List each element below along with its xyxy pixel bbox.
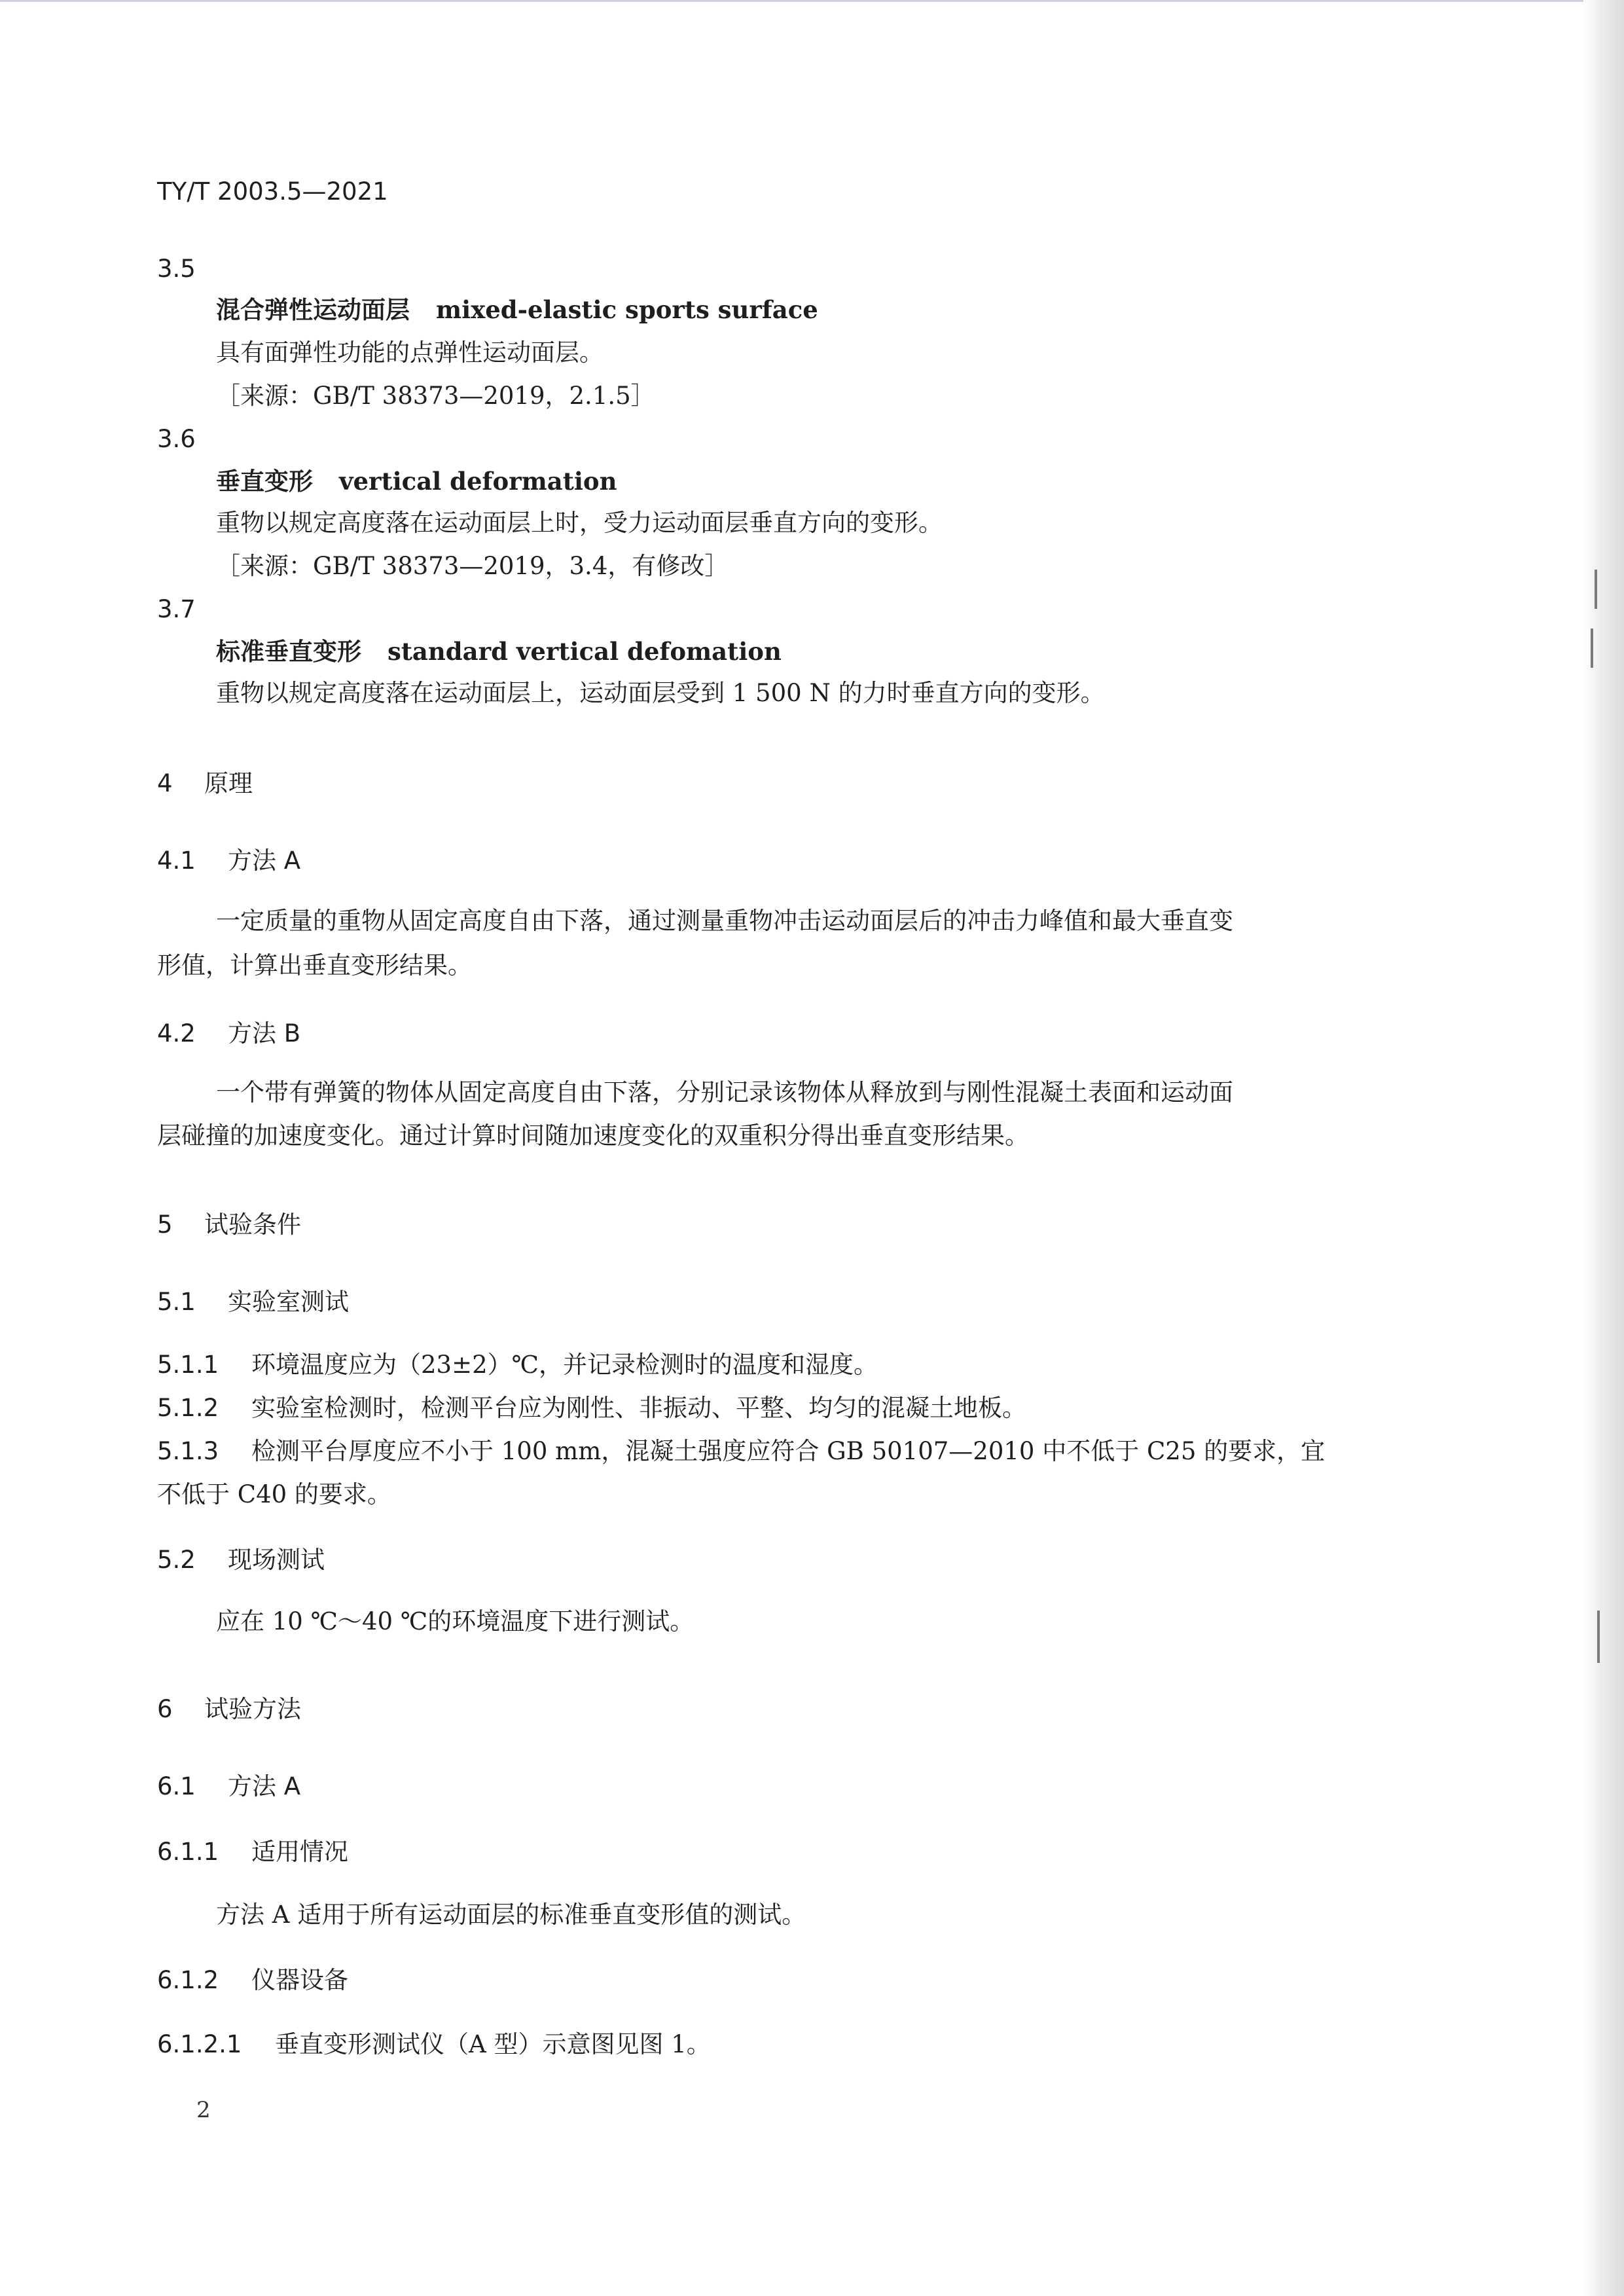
term-number-3-7: 3.7 (157, 595, 196, 623)
paragraph-4-1-line2: 形值，计算出垂直变形结果。 (157, 951, 472, 979)
standard-code: TY/T 2003.5—2021 (157, 177, 388, 206)
scan-mark (1595, 570, 1597, 609)
clause-5-1-3-line2: 不低于 C40 的要求。 (157, 1480, 391, 1508)
paragraph-4-1-line1: 一定质量的重物从固定高度自由下落，通过测量重物冲击运动面层后的冲击力峰值和最大垂直变 (216, 907, 1233, 935)
section-heading-6-1: 6.1 方法 A (157, 1772, 301, 1800)
scan-top-edge (0, 0, 1584, 2)
scan-edge-shadow (1583, 0, 1624, 2296)
section-heading-4-2: 4.2 方法 B (157, 1019, 301, 1048)
term-title-3-5: 混合弹性运动面层 mixed-elastic sports surface (216, 295, 818, 324)
section-heading-5: 5 试验条件 (157, 1211, 301, 1239)
section-heading-6: 6 试验方法 (157, 1695, 301, 1723)
term-definition-3-6: 重物以规定高度落在运动面层上时，受力运动面层垂直方向的变形。 (216, 509, 943, 537)
clause-5-1-1: 5.1.1 环境温度应为（23±2）℃，并记录检测时的温度和湿度。 (157, 1351, 878, 1379)
term-source-3-5: ［来源：GB/T 38373—2019，2.1.5］ (216, 382, 655, 410)
term-definition-3-7: 重物以规定高度落在运动面层上，运动面层受到 1 500 N 的力时垂直方向的变形。 (216, 679, 1105, 707)
paragraph-5-2: 应在 10 ℃～40 ℃的环境温度下进行测试。 (216, 1607, 695, 1635)
section-heading-5-2: 5.2 现场测试 (157, 1546, 325, 1574)
term-number-3-5: 3.5 (157, 255, 196, 283)
clause-5-1-2: 5.1.2 实验室检测时，检测平台应为刚性、非振动、平整、均匀的混凝土地板。 (157, 1394, 1026, 1422)
clause-6-1-2-1: 6.1.2.1 垂直变形测试仪（A 型）示意图见图 1。 (157, 2030, 711, 2058)
section-heading-6-1-1: 6.1.1 适用情况 (157, 1838, 348, 1866)
term-title-3-7: 标准垂直变形 standard vertical defomation (216, 637, 782, 666)
term-source-3-6: ［来源：GB/T 38373—2019，3.4，有修改］ (216, 552, 729, 580)
scan-mark (1597, 1611, 1600, 1663)
scan-mark (1591, 629, 1593, 668)
paragraph-4-2-line1: 一个带有弹簧的物体从固定高度自由下落，分别记录该物体从释放到与刚性混凝土表面和运动面 (216, 1078, 1233, 1106)
section-heading-4: 4 原理 (157, 769, 253, 797)
term-number-3-6: 3.6 (157, 425, 196, 453)
section-heading-4-1: 4.1 方法 A (157, 847, 301, 875)
paragraph-6-1-1: 方法 A 适用于所有运动面层的标准垂直变形值的测试。 (216, 1901, 806, 1929)
section-heading-5-1: 5.1 实验室测试 (157, 1288, 349, 1316)
term-title-3-6: 垂直变形 vertical deformation (216, 467, 617, 496)
clause-5-1-3-line1: 5.1.3 检测平台厚度应不小于 100 mm，混凝土强度应符合 GB 50107—2010 中不低于 C25 的要求，宜 (157, 1437, 1326, 1465)
page-number: 2 (196, 2097, 211, 2123)
term-definition-3-5: 具有面弹性功能的点弹性运动面层。 (216, 338, 604, 367)
paragraph-4-2-line2: 层碰撞的加速度变化。通过计算时间随加速度变化的双重积分得出垂直变形结果。 (157, 1121, 1029, 1150)
section-heading-6-1-2: 6.1.2 仪器设备 (157, 1966, 348, 1994)
